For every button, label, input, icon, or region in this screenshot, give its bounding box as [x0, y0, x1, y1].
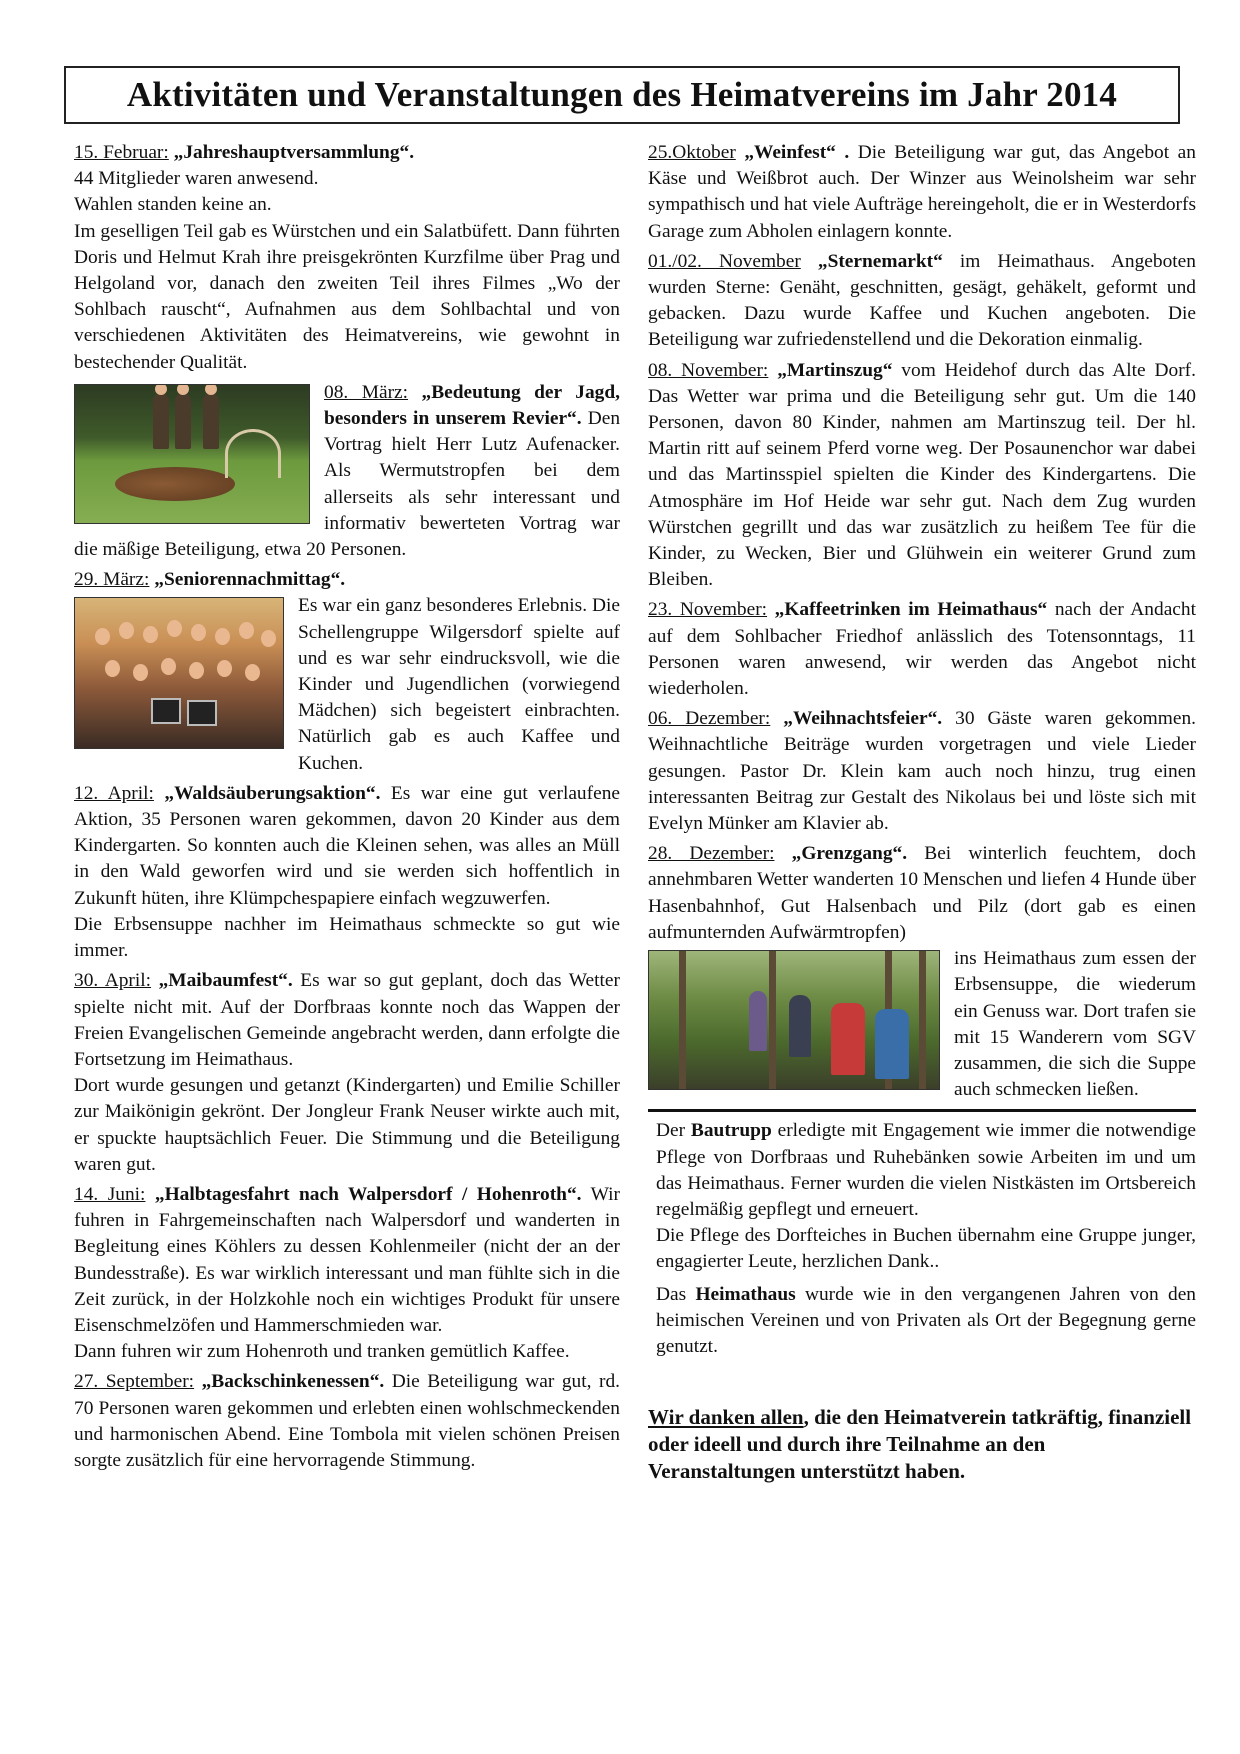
entry-title: „Waldsäuberungsaktion“. — [164, 782, 381, 804]
hiker-figure — [749, 991, 767, 1051]
entry-grenzgang — [648, 841, 1196, 1103]
entry-text: Es war ein ganz besonderes Erlebnis. Die Schellengruppe Wilgersdorf spielte auf und es war sehr eindrucksvoll, wie die Kinder und Jugendlichen (vorwiegend Mädchen) sich begeistert einbrachten. Natürlich gab es auch Kaffee und Kuchen. — [298, 595, 620, 774]
entry-title: „Backschinkenessen“. — [201, 1371, 385, 1393]
entry-text: 30 Gäste waren gekommen. Weihnachtliche Beiträge wurden vorgetragen und viele Lieder gesungen. Pastor Dr. Klein kam auch noch hinzu, trug einen interessanten Beitrag zur Gestalt des Nikolaus bei und löste sich mit Evelyn Münker am Klavier ab. — [648, 708, 1196, 835]
heimathaus-bold: Heimathaus — [695, 1283, 796, 1305]
entry-date: 30. April: — [74, 970, 152, 992]
heimathaus-section — [656, 1282, 1196, 1361]
bautrupp-bold: Bautrupp — [690, 1120, 772, 1142]
entry-line: Wahlen standen keine an. — [74, 194, 272, 216]
entry-text: Im geselligen Teil gab es Würstchen und ein Salatbüfett. Dann führten Doris und Helmut Krah ihre preisgekrönten Kurzfilme über Prag und Helgoland vor, danach den zweiten Teil ihres Filmes „Wo der Sohlbach rauscht“, Aufnahmen aus dem Sohlbachtal und von verschiedenen Aktivitäten des Heimatvereins, wie gewohnt in bestechender Qualität. — [74, 220, 620, 373]
entry-title: „Weinfest“ . — [744, 142, 850, 163]
entry-sternemarkt — [648, 249, 1196, 354]
entry-date: 12. April: — [74, 782, 154, 804]
entry-senioren — [74, 567, 620, 777]
entry-text-2: Dort wurde gesungen und getanzt (Kindergarten) und Emilie Schiller zur Maikönigin gekrönt. Der Jongleur Frank Neuser wirkte auch mit, er spuckte hauptsächlich Feuer. Die Stimmung und die Beteiligung waren gut. — [74, 1075, 620, 1175]
entry-date: 27. September: — [74, 1371, 195, 1393]
left-column — [74, 140, 620, 1478]
hiker-figure — [875, 1009, 909, 1079]
entry-text: Es war so gut geplant, doch das Wetter spielte nicht mit. Auf der Dorfbraas konnte noch das Wappen der Freien Evangelischen Gemeinde angebracht werden, dann erfolgte die Fortsetzung im Heimathaus. — [74, 970, 620, 1070]
entry-text: Es war eine gut verlaufene Aktion, 35 Personen waren gekommen, davon 20 Kinder aus dem Kindergarten. So konnten auch die Kleinen sehen, was alles an Müll in den Wald geworfen wird und sie werden sich hoffentlich in Zukunft hüten, ihre Klümpchespapiere einfach wegzuwerfen. — [74, 782, 620, 909]
hunter-figure — [175, 393, 191, 449]
right-column — [648, 140, 1196, 1485]
entry-text: Die Beteiligung war gut, rd. 70 Personen waren gekommen und erlebten einen wohlschmeckenden und harmonischen Abend. Eine Tombola mit vielen schönen Preisen sorgte zusätzlich für eine hervorragende Stimmung. — [74, 1371, 621, 1471]
entry-halbtagesfahrt — [74, 1182, 620, 1365]
entry-text: Wir fuhren in Fahrgemeinschaften nach Walpersdorf und wanderten in Begleitung eines Köhlers zu dessen Kohlenmeiler (nicht der an der Bundesstraße). Es war wirklich interessant und man fühlte sich in die Zeit zurück, in der Holzkohle noch ein wichtiges Produkt für unsere Eisenschmelzöfen und Hammerschmieden war. — [74, 1183, 620, 1336]
bautrupp-pre: Der — [656, 1120, 691, 1142]
entry-date: 08. November: — [648, 359, 769, 381]
entry-text: nach der Andacht auf dem Sohlbacher Friedhof anlässlich des Totensonntags, 11 Personen waren anwesend, wir werden das Angebot nicht wiederholen. — [648, 599, 1196, 700]
hiker-figure — [789, 995, 811, 1057]
entry-text-2: Die Erbsensuppe nachher im Heimathaus schmeckte so gut wie immer. — [74, 913, 620, 962]
hunting-photo — [74, 384, 310, 524]
entry-backschinkenessen — [74, 1369, 620, 1474]
thanks-underlined: Wir danken allen — [648, 1405, 804, 1430]
thanks-text: , die den Heimatverein tatkräftig, finanziell oder ideell und durch ihre Teilnahme an den Veranstaltungen unterstützt haben. — [648, 1405, 1192, 1484]
entry-date: 15. Februar: — [74, 142, 169, 163]
entry-text: Bei winterlich feuchtem, doch annehmbaren Wetter wanderten 10 Menschen und liefen 4 Hunde über Hasenbahnhof, Gut Halsenbach und Pilz (dort gab es einen aufmunternden Aufwärmtropfen) — [648, 843, 1196, 943]
entry-date: 14. Juni: — [74, 1183, 146, 1205]
page-title: Aktivitäten und Veranstaltungen des Heimatvereins im Jahr 2014 — [64, 66, 1180, 124]
entry-jahreshauptversammlung — [74, 140, 620, 376]
bautrupp-text: erledigte mit Engagement wie immer die notwendige Pflege von Dorfbraas und Ruhebänken sowie Arbeiten im und um das Heimathaus. Ferner wurden die vielen Nistkästen im Ortsbereich regelmäßig gepflegt und erneuert. — [656, 1120, 1196, 1220]
entry-martinszug — [648, 358, 1196, 594]
entry-waldsaeuberung — [74, 781, 620, 964]
section-divider — [648, 1109, 1196, 1112]
antler-shape — [225, 429, 281, 478]
entry-weinfest — [648, 140, 1196, 245]
entry-date: 29. März: — [74, 569, 150, 591]
entry-text: vom Heidehof durch das Alte Dorf. Das Wetter war prima und die Beteiligung sehr gut. Um die 140 Personen, davon 80 Kinder, nahmen am Martinszug teil. Der hl. Martin ritt auf seinem Pferd vorne weg. Der Posaunenchor war dabei und das Martinsspiel spielten die Kinder des Kindergartens. Die Atmosphäre im Hof Heide war sehr gut. Nach dem Zug wurden Würstchen gegrillt und das war zusätzlich zu heißem Tee für die Kinder, zu Wecken, Bier und Glühwein ein weiterer Grund zum Bleiben. — [648, 359, 1196, 591]
entry-title: „Bedeutung der Jagd, besonders in unserem Revier“. — [324, 381, 620, 430]
entry-line: 44 Mitglieder waren anwesend. — [74, 168, 319, 190]
entry-title: „Halbtagesfahrt nach Walpersdorf / Hohenroth“. — [154, 1183, 582, 1205]
entry-title: „Grenzgang“. — [791, 843, 908, 865]
entry-title: „Weihnachtsfeier“. — [783, 708, 943, 730]
bautrupp-section — [656, 1118, 1196, 1275]
entry-kaffeetrinken — [648, 597, 1196, 702]
entry-text: im Heimathaus. Angeboten wurden Sterne: Genäht, geschnitten, gesägt, gehäkelt, geformt und gebacken. Dazu wurde Kaffee und Kuchen angeboten. Die Beteiligung war zufriedenstellend und die Dekoration einmalig. — [648, 250, 1196, 351]
hunter-figure — [203, 393, 219, 449]
entry-text: Die Beteiligung war gut, das Angebot an Käse und Weißbrot auch. Der Winzer aus Weinolsheim war sehr sympathisch und hat viele Aufträge hereingeholt, die er in Westerdorfs Garage zum Abholen einlagern konnte. — [648, 142, 1196, 242]
accordion-shape — [187, 700, 217, 726]
entry-date: 06. Dezember: — [648, 708, 771, 730]
entry-date: 01./02. November — [648, 250, 801, 272]
entry-maibaumfest — [74, 968, 620, 1178]
entry-title: „Maibaumfest“. — [158, 970, 293, 992]
entry-title: „Martinszug“ — [777, 359, 893, 381]
entry-weihnachtsfeier — [648, 706, 1196, 837]
heimathaus-text: wurde wie in den vergangenen Jahren von den heimischen Vereinen und von Privaten als Ort der Begegnung gerne genutzt. — [656, 1283, 1196, 1357]
entry-title: „Jahreshauptversammlung“. — [173, 142, 415, 163]
accordion-shape — [151, 698, 181, 724]
deer-shape — [115, 467, 235, 501]
heimathaus-pre: Das — [656, 1283, 696, 1305]
entry-date: 08. März: — [324, 381, 409, 403]
hiking-photo — [648, 950, 940, 1090]
entry-text-2: ins Heimathaus zum essen der Erbsensuppe, die wiederum ein Genuss war. Dort trafen sie mit 15 Wanderern vom SGV zusammen, die sich die Suppe auch schmecken ließen. — [954, 948, 1196, 1101]
hunter-figure — [153, 393, 169, 449]
bautrupp-text-2: Die Pflege des Dorfteiches in Buchen übernahm eine Gruppe junger, engagierter Leute, herzlichen Dank.. — [656, 1225, 1196, 1273]
entry-date: 25.Oktober — [648, 142, 736, 163]
entry-title: „Sternemarkt“ — [817, 250, 943, 272]
entry-text-2: Dann fuhren wir zum Hohenroth und tranken gemütlich Kaffee. — [74, 1341, 570, 1363]
entry-jagd — [74, 380, 620, 563]
entry-date: 28. Dezember: — [648, 843, 775, 865]
hiker-figure — [831, 1003, 865, 1075]
entry-date: 23. November: — [648, 599, 768, 621]
thanks-statement — [648, 1404, 1196, 1485]
entry-text: Den Vortrag hielt Herr Lutz Aufenacker. Als Wermutstropfen bei dem allerseits als sehr interessant und informativ bewerteten Vortrag war die mäßige Beteiligung, etwa 20 Personen. — [74, 408, 621, 561]
entry-title: „Seniorennachmittag“. — [154, 569, 346, 591]
entry-title: „Kaffeetrinken im Heimathaus“ — [774, 599, 1048, 621]
senior-group-photo — [74, 597, 284, 749]
